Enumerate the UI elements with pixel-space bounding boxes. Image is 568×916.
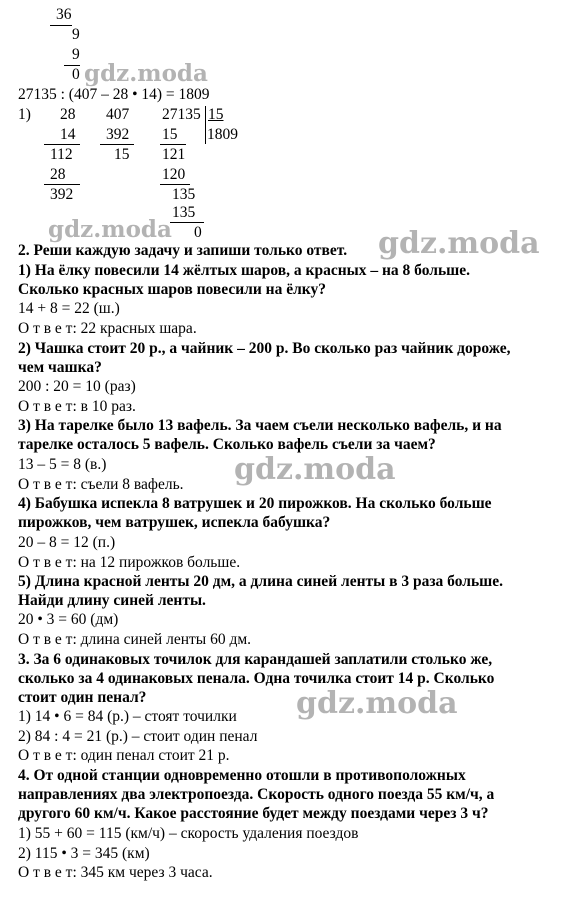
div-divisor: 15 <box>208 106 224 123</box>
calc-top-rule1 <box>50 25 72 26</box>
task2-q5-text1: 5) Длина красной ленты 20 дм, а длина синей ленты в 3 раза больше. <box>18 573 504 590</box>
task2-q5-calc: 20 • 3 = 60 (дм) <box>18 611 119 628</box>
watermark: gdz.moda <box>378 226 540 261</box>
calc-top-line1: 36 <box>56 6 72 23</box>
div-step-3: 120 <box>162 166 186 183</box>
task2-q4-text2: пирожков, чем ватрушек, испекла бабушка? <box>18 514 331 531</box>
div-step-4: 135 <box>172 186 196 203</box>
task2-q4-calc: 20 – 8 = 12 (п.) <box>18 534 116 551</box>
task4-text1: 4. От одной станции одновременно отошли в противоположных <box>18 767 466 784</box>
task2-q1-text1: 1) На ёлку повесили 14 жёлтых шаров, а красных – на 8 больше. <box>18 262 470 279</box>
task2-heading: 2. Реши каждую задачу и запиши только ответ. <box>18 242 348 259</box>
task2-q3-answer: О т в е т: съели 8 вафель. <box>18 476 184 493</box>
div-quotient: 1809 <box>207 126 238 143</box>
calc-step-label: 1) <box>18 106 31 123</box>
task2-q5-text2: Найди длину синей ленты. <box>18 592 206 609</box>
task3-text3: стоит один пенал? <box>18 689 147 706</box>
task2-q3-text2: тарелке осталось 5 вафель. Сколько вафель съели за чаем? <box>18 436 436 453</box>
task2-q4-text1: 4) Бабушка испекла 8 ватрушек и 20 пирожков. На сколько больше <box>18 495 492 512</box>
task2-q3-calc: 13 – 5 = 8 (в.) <box>18 456 107 473</box>
div-step-5: 135 <box>172 204 196 221</box>
mul-partial-1: 112 <box>50 146 73 163</box>
calc-top-line3: 9 <box>72 46 80 63</box>
task3-calc2: 2) 84 : 4 = 21 (р.) – стоит один пенал <box>18 728 258 745</box>
div-step-6: 0 <box>194 224 202 241</box>
task2-q2-calc: 200 : 20 = 10 (раз) <box>18 378 136 395</box>
watermark: gdz.moda <box>84 60 208 87</box>
mul-rule-2 <box>44 184 80 185</box>
calc-top-line2: 9 <box>72 26 80 43</box>
task3-calc1: 1) 14 • 6 = 84 (р.) – стоят точилки <box>18 708 237 725</box>
task2-q3-text1: 3) На тарелке было 13 вафель. За чаем съели несколько вафель, и на <box>18 417 502 434</box>
mul-result: 392 <box>50 186 74 203</box>
task3-answer: О т в е т: один пенал стоит 21 р. <box>18 747 230 764</box>
task2-q2-text2: чем чашка? <box>18 359 102 376</box>
task4-calc1: 1) 55 + 60 = 115 (км/ч) – скорость удаления поездов <box>18 825 359 842</box>
sub-result: 15 <box>114 146 130 163</box>
task2-q1-calc: 14 + 8 = 22 (ш.) <box>18 300 120 317</box>
task4-text3: другого 60 км/ч. Какое расстояние будет между поездами через 3 ч? <box>18 805 489 822</box>
div-bar <box>205 106 206 144</box>
task3-text1: 3. За 6 одинаковых точилок для карандашей заплатили столько же, <box>18 651 493 668</box>
sub-operand-b: 392 <box>106 126 130 143</box>
task4-answer: О т в е т: 345 км через 3 часа. <box>18 864 213 881</box>
mul-partial-2: 28 <box>50 166 66 183</box>
task3-text2: сколько за 4 одинаковых пенала. Одна точилка стоит 14 р. Сколько <box>18 670 495 687</box>
calc-top-line4: 0 <box>72 66 80 83</box>
task2-q2-answer: О т в е т: в 10 раз. <box>18 398 136 415</box>
div-rule-3 <box>170 222 204 223</box>
div-dividend: 27135 <box>162 106 201 123</box>
watermark: gdz.moda <box>296 686 458 721</box>
task2-q4-answer: О т в е т: на 12 пирожков больше. <box>18 554 241 571</box>
watermark: gdz.moda <box>48 216 172 243</box>
div-step-1: 15 <box>162 126 178 143</box>
task2-q5-answer: О т в е т: длина синей ленты 60 дм. <box>18 631 252 648</box>
task4-text2: направлениях два электропоезда. Скорость одного поезда 55 км/ч, а <box>18 786 495 803</box>
watermark: gdz.moda <box>234 452 396 487</box>
task2-q1-text2: Сколько красных шаров повесили на ёлку? <box>18 281 327 298</box>
mul-rule <box>44 144 80 145</box>
task2-q1-answer: О т в е т: 22 красных шара. <box>18 320 197 337</box>
task2-q2-text1: 2) Чашка стоит 20 р., а чайник – 200 р. Во сколько раз чайник дороже, <box>18 340 511 357</box>
sub-rule <box>100 144 134 145</box>
mul-operand-b: 14 <box>60 126 76 143</box>
sub-operand-a: 407 <box>106 106 130 123</box>
mul-operand-a: 28 <box>60 106 76 123</box>
div-step-2: 121 <box>162 146 186 163</box>
task4-calc2: 2) 115 • 3 = 345 (км) <box>18 845 150 862</box>
div-rule-2 <box>160 184 190 185</box>
div-rule-1 <box>160 144 186 145</box>
expression: 27135 : (407 – 28 • 14) = 1809 <box>18 86 210 103</box>
